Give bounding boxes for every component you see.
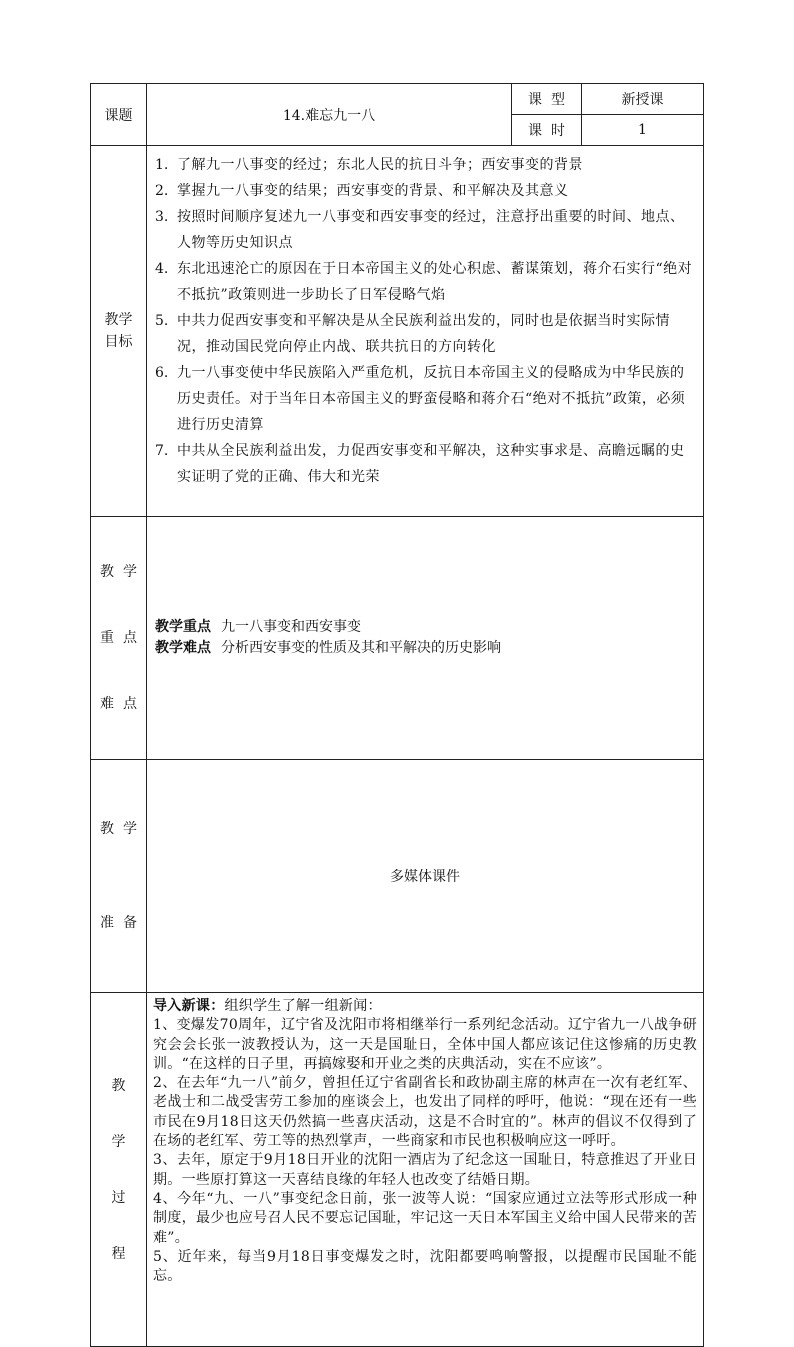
focus-label-line: 难 点	[100, 696, 137, 712]
goals-label	[91, 146, 147, 517]
goal-number: 4.	[155, 261, 169, 277]
goal-number: 5.	[155, 313, 169, 329]
goal-item	[155, 438, 695, 490]
news-paragraph: 1、变爆发70周年，辽宁省及沈阳市将相继举行一系列纪念活动。辽宁省九一八战争研究会会长张一波教授认为，这一天是国耻日，全体中国人都应该记住这惨痛的历史教训。“在这样的日子里，再搞嫁娶和开业之类的庆典活动，实在不应该”。	[153, 1017, 697, 1072]
news-paragraph: 4、今年“九、一八”事变纪念日前，张一波等人说：“国家应通过立法等形式形成一种制度，最少也应号召人民不要忘记国耻，牢记这一天日本军国主义给中国人民带来的苦难”。	[153, 1190, 697, 1246]
prep-label-line: 教 学	[100, 821, 137, 837]
goal-item	[155, 178, 695, 204]
lesson-title: 14.难忘九一八	[147, 84, 512, 146]
lesson-hours-label: 课 时	[512, 115, 582, 146]
goal-item	[155, 256, 695, 308]
goal-text: 按照时间顺序复述九一八事变和西安事变的经过，注意抒出重要的时间、地点、人物等历史知识点	[177, 209, 685, 251]
difficulty-label: 教学难点	[155, 640, 211, 656]
key-point-label: 教学重点	[155, 619, 211, 635]
focus-content	[147, 517, 704, 760]
news-paragraph: 2、在去年“九一八”前夕，曾担任辽宁省副省长和政协副主席的林声在一次有老红军、老战士和二战受害劳工参加的座谈会上，也发出了同样的呼吁，他说：“现在还有一些市民在9月18日这天仍然搞一些喜庆活动，这是不合时宜的”。林声的倡议不仅得到了在场的老红军、劳工等的热烈掌声，一些商家和市民也积极响应这一呼吁。	[153, 1075, 697, 1150]
difficulty-row	[155, 638, 695, 659]
goal-item	[155, 308, 695, 360]
key-point-row	[155, 617, 695, 638]
lesson-type-label: 课 型	[512, 84, 582, 115]
prep-label	[91, 760, 147, 993]
prep-label-line: 准 备	[100, 915, 137, 931]
goal-item	[155, 360, 695, 438]
goal-text: 了解九一八事变的经过；东北人民的抗日斗争；西安事变的背景	[177, 157, 583, 173]
lesson-hours-value: 1	[582, 115, 704, 146]
key-point-text: 九一八事变和西安事变	[221, 619, 361, 635]
focus-label-line: 教 学	[100, 564, 137, 580]
intro-line	[153, 997, 697, 1016]
goal-number: 6.	[155, 365, 169, 381]
news-paragraph: 5、近年来，每当9月18日事变爆发之时，沈阳都要鸣响警报，以提醒市民国耻不能忘。	[153, 1248, 697, 1285]
goal-number: 2.	[155, 183, 169, 199]
intro-label: 导入新课：	[153, 998, 225, 1014]
focus-label-line: 重 点	[100, 630, 137, 646]
lesson-type-value: 新授课	[582, 84, 704, 115]
goal-text: 中共力促西安事变和平解决是从全民族利益出发的，同时也是依据当时实际情况，推动国民党向停止内战、联共抗日的方向转化	[177, 313, 670, 355]
goals-list	[147, 146, 704, 517]
goal-item	[155, 152, 695, 178]
goal-number: 3.	[155, 209, 169, 225]
prep-content: 多媒体课件	[147, 760, 704, 993]
process-label-char: 教	[111, 1077, 126, 1094]
news-paragraph: 3、去年，原定于9月18日开业的沈阳一酒店为了纪念这一国耻日，特意推迟了开业日期。一些原打算这一天喜结良缘的年轻人也改变了结婚日期。	[153, 1152, 697, 1188]
goal-text: 九一八事变使中华民族陷入严重危机，反抗日本帝国主义的侵略成为中华民族的历史责任。对于当年日本帝国主义的野蛮侵略和蒋介石“绝对不抵抗”政策，必须进行历史清算	[177, 365, 686, 433]
lesson-plan-table	[90, 83, 704, 1347]
goals-label-line: 教学	[104, 312, 133, 328]
process-label-char: 学	[111, 1133, 126, 1150]
process-label-char: 程	[111, 1245, 126, 1262]
goal-text: 掌握九一八事变的结果；西安事变的背景、和平解决及其意义	[177, 183, 569, 199]
goal-text: 中共从全民族利益出发，力促西安事变和平解决，这种实事求是、高瞻远瞩的史实证明了党的正确、伟大和光荣	[177, 443, 685, 485]
difficulty-text: 分析西安事变的性质及其和平解决的历史影响	[221, 640, 501, 656]
goals-label-line: 目标	[104, 334, 133, 350]
focus-label	[91, 517, 147, 760]
process-label-char: 过	[111, 1189, 126, 1206]
intro-text: 组织学生了解一组新闻：	[224, 998, 382, 1014]
goal-text: 东北迅速沦亡的原因在于日本帝国主义的处心积虑、蓄谋策划，蒋介石实行“绝对不抵抗”政策则进一步助长了日军侵略气焰	[177, 261, 693, 303]
process-label	[91, 993, 147, 1347]
topic-label: 课题	[91, 84, 147, 146]
goal-item	[155, 204, 695, 256]
goal-number: 1.	[155, 157, 169, 173]
goal-number: 7.	[155, 443, 169, 459]
process-content	[147, 993, 704, 1347]
